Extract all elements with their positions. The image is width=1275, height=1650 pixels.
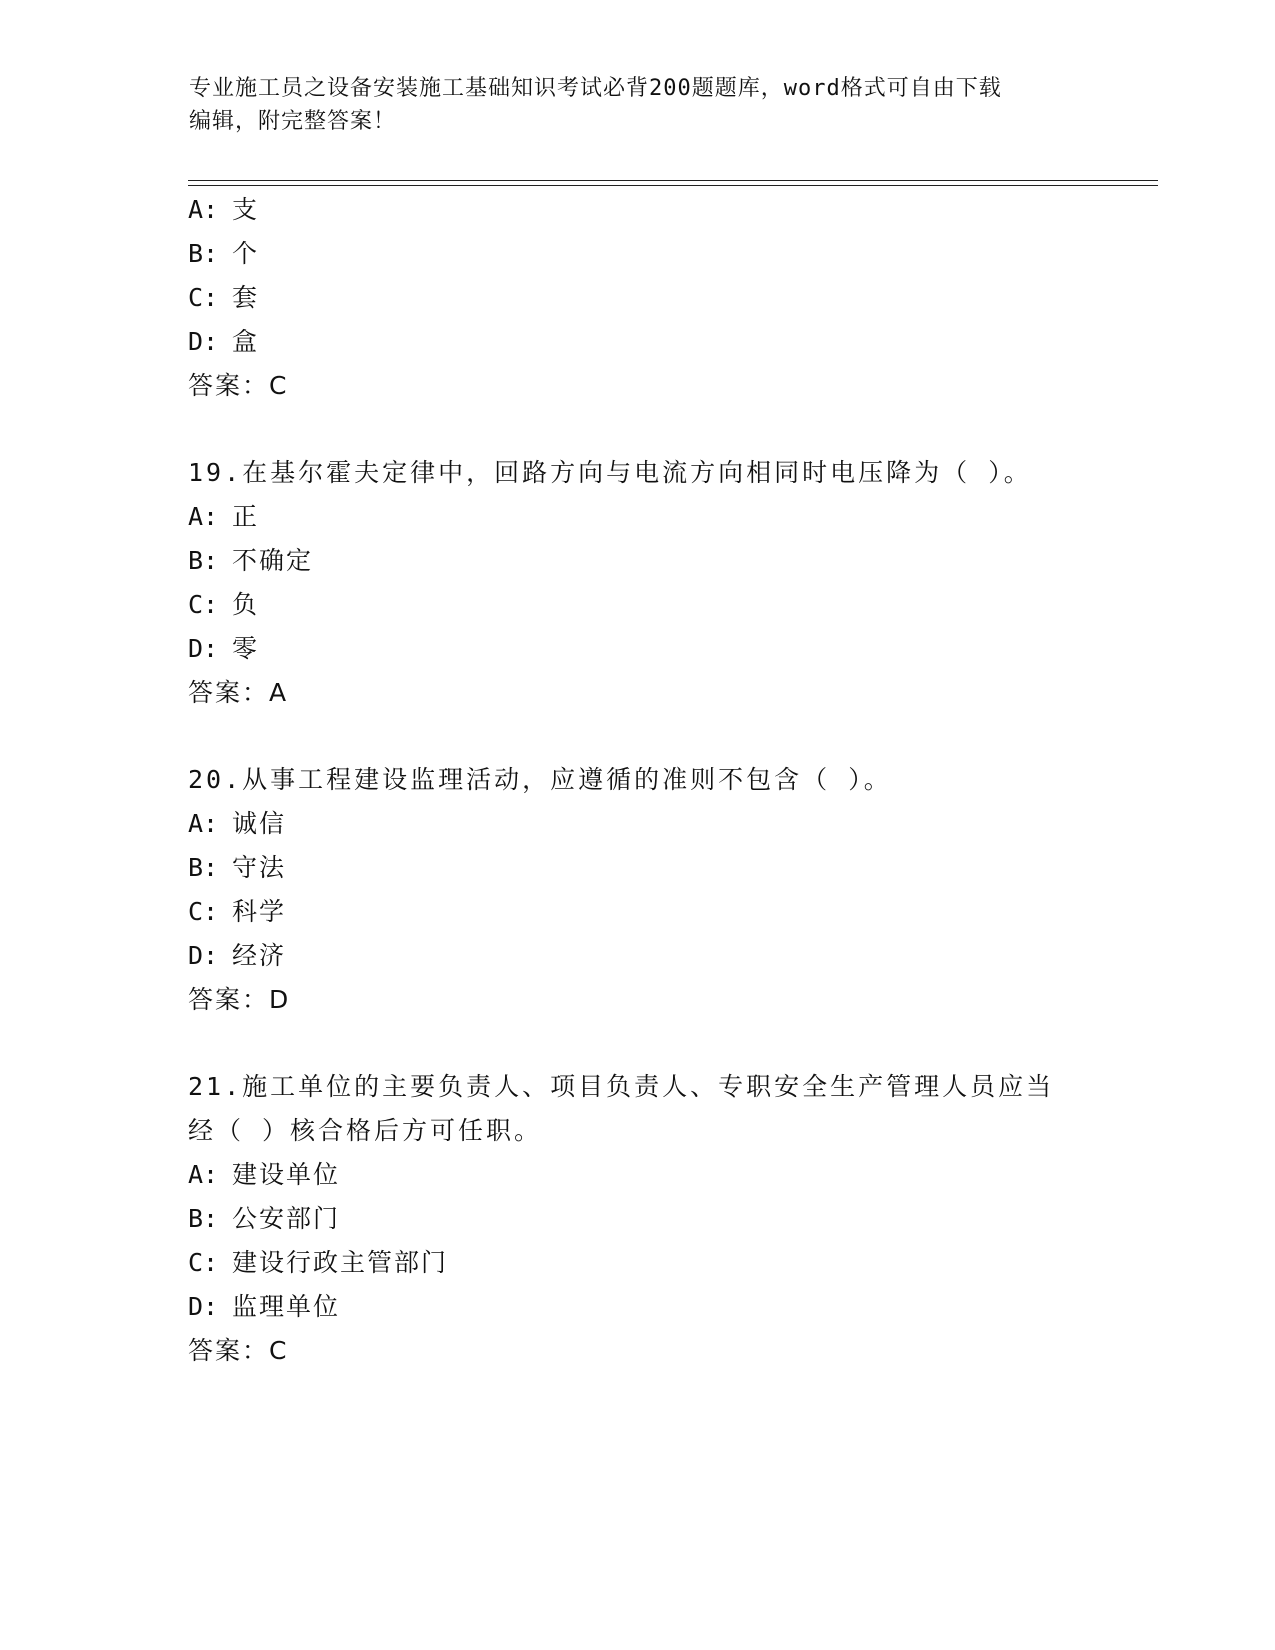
q21-answer: 答案：C	[188, 1336, 289, 1365]
option-letter: B:	[188, 546, 219, 575]
header-divider-top	[188, 180, 1158, 181]
header-divider-bottom	[188, 185, 1158, 186]
q19-answer: 答案：A	[188, 678, 289, 707]
option-text: 支	[232, 195, 260, 224]
q20-option-b	[188, 852, 286, 884]
option-letter: D:	[188, 327, 219, 356]
option-text: 零	[232, 634, 260, 663]
q18-option-b	[188, 238, 259, 270]
option-text: 盒	[232, 327, 260, 356]
q18-answer: 答案：C	[188, 371, 289, 400]
option-text: 经济	[232, 941, 287, 970]
q18-option-d	[188, 326, 259, 358]
q19-option-b	[188, 545, 313, 577]
option-letter: C:	[188, 897, 219, 926]
q20-option-d	[188, 940, 286, 972]
q20-answer: 答案：D	[188, 985, 291, 1014]
option-letter: A:	[188, 195, 219, 224]
option-text: 科学	[232, 897, 287, 926]
q21-option-b	[188, 1203, 340, 1235]
option-text: 监理单位	[232, 1292, 341, 1321]
option-text: 建设单位	[232, 1160, 341, 1189]
option-letter: D:	[188, 941, 219, 970]
option-text: 正	[232, 502, 260, 531]
q20-option-a	[188, 808, 286, 840]
header-title-line-1: 专业施工员之设备安装施工基础知识考试必背200题题库，word格式可自由下载	[189, 76, 1002, 101]
q21-option-d	[188, 1291, 340, 1323]
option-letter: B:	[188, 1204, 219, 1233]
q18-option-a	[188, 194, 259, 226]
q21-stem-line-2: 经（ ）核合格后方可任职。	[188, 1116, 543, 1145]
option-letter: A:	[188, 1160, 219, 1189]
option-text: 个	[232, 239, 260, 268]
q20-option-c	[188, 896, 286, 928]
option-text: 套	[232, 283, 260, 312]
option-text: 公安部门	[232, 1204, 341, 1233]
option-text: 不确定	[232, 546, 314, 575]
q19-option-d	[188, 633, 259, 665]
option-letter: C:	[188, 590, 219, 619]
q19-option-c	[188, 589, 259, 621]
option-letter: D:	[188, 634, 219, 663]
q19-stem: 19.在基尔霍夫定律中，回路方向与电流方向相同时电压降为（ ）。	[188, 458, 1032, 487]
document-header	[189, 72, 1069, 138]
option-text: 负	[232, 590, 260, 619]
option-letter: C:	[188, 1248, 219, 1277]
option-letter: A:	[188, 809, 219, 838]
q21-option-c	[188, 1247, 448, 1279]
q21-option-a	[188, 1159, 340, 1191]
option-letter: B:	[188, 239, 219, 268]
q19-option-a	[188, 501, 259, 533]
option-letter: D:	[188, 1292, 219, 1321]
option-text: 诚信	[232, 809, 287, 838]
option-text: 守法	[232, 853, 287, 882]
header-title-line-2: 编辑，附完整答案！	[189, 109, 397, 134]
q20-stem: 20.从事工程建设监理活动，应遵循的准则不包含（ ）。	[188, 765, 892, 794]
option-text: 建设行政主管部门	[232, 1248, 449, 1277]
q18-option-c	[188, 282, 259, 314]
q21-stem-line-1: 21.施工单位的主要负责人、项目负责人、专职安全生产管理人员应当	[188, 1072, 1055, 1101]
option-letter: B:	[188, 853, 219, 882]
option-letter: C:	[188, 283, 219, 312]
option-letter: A:	[188, 502, 219, 531]
